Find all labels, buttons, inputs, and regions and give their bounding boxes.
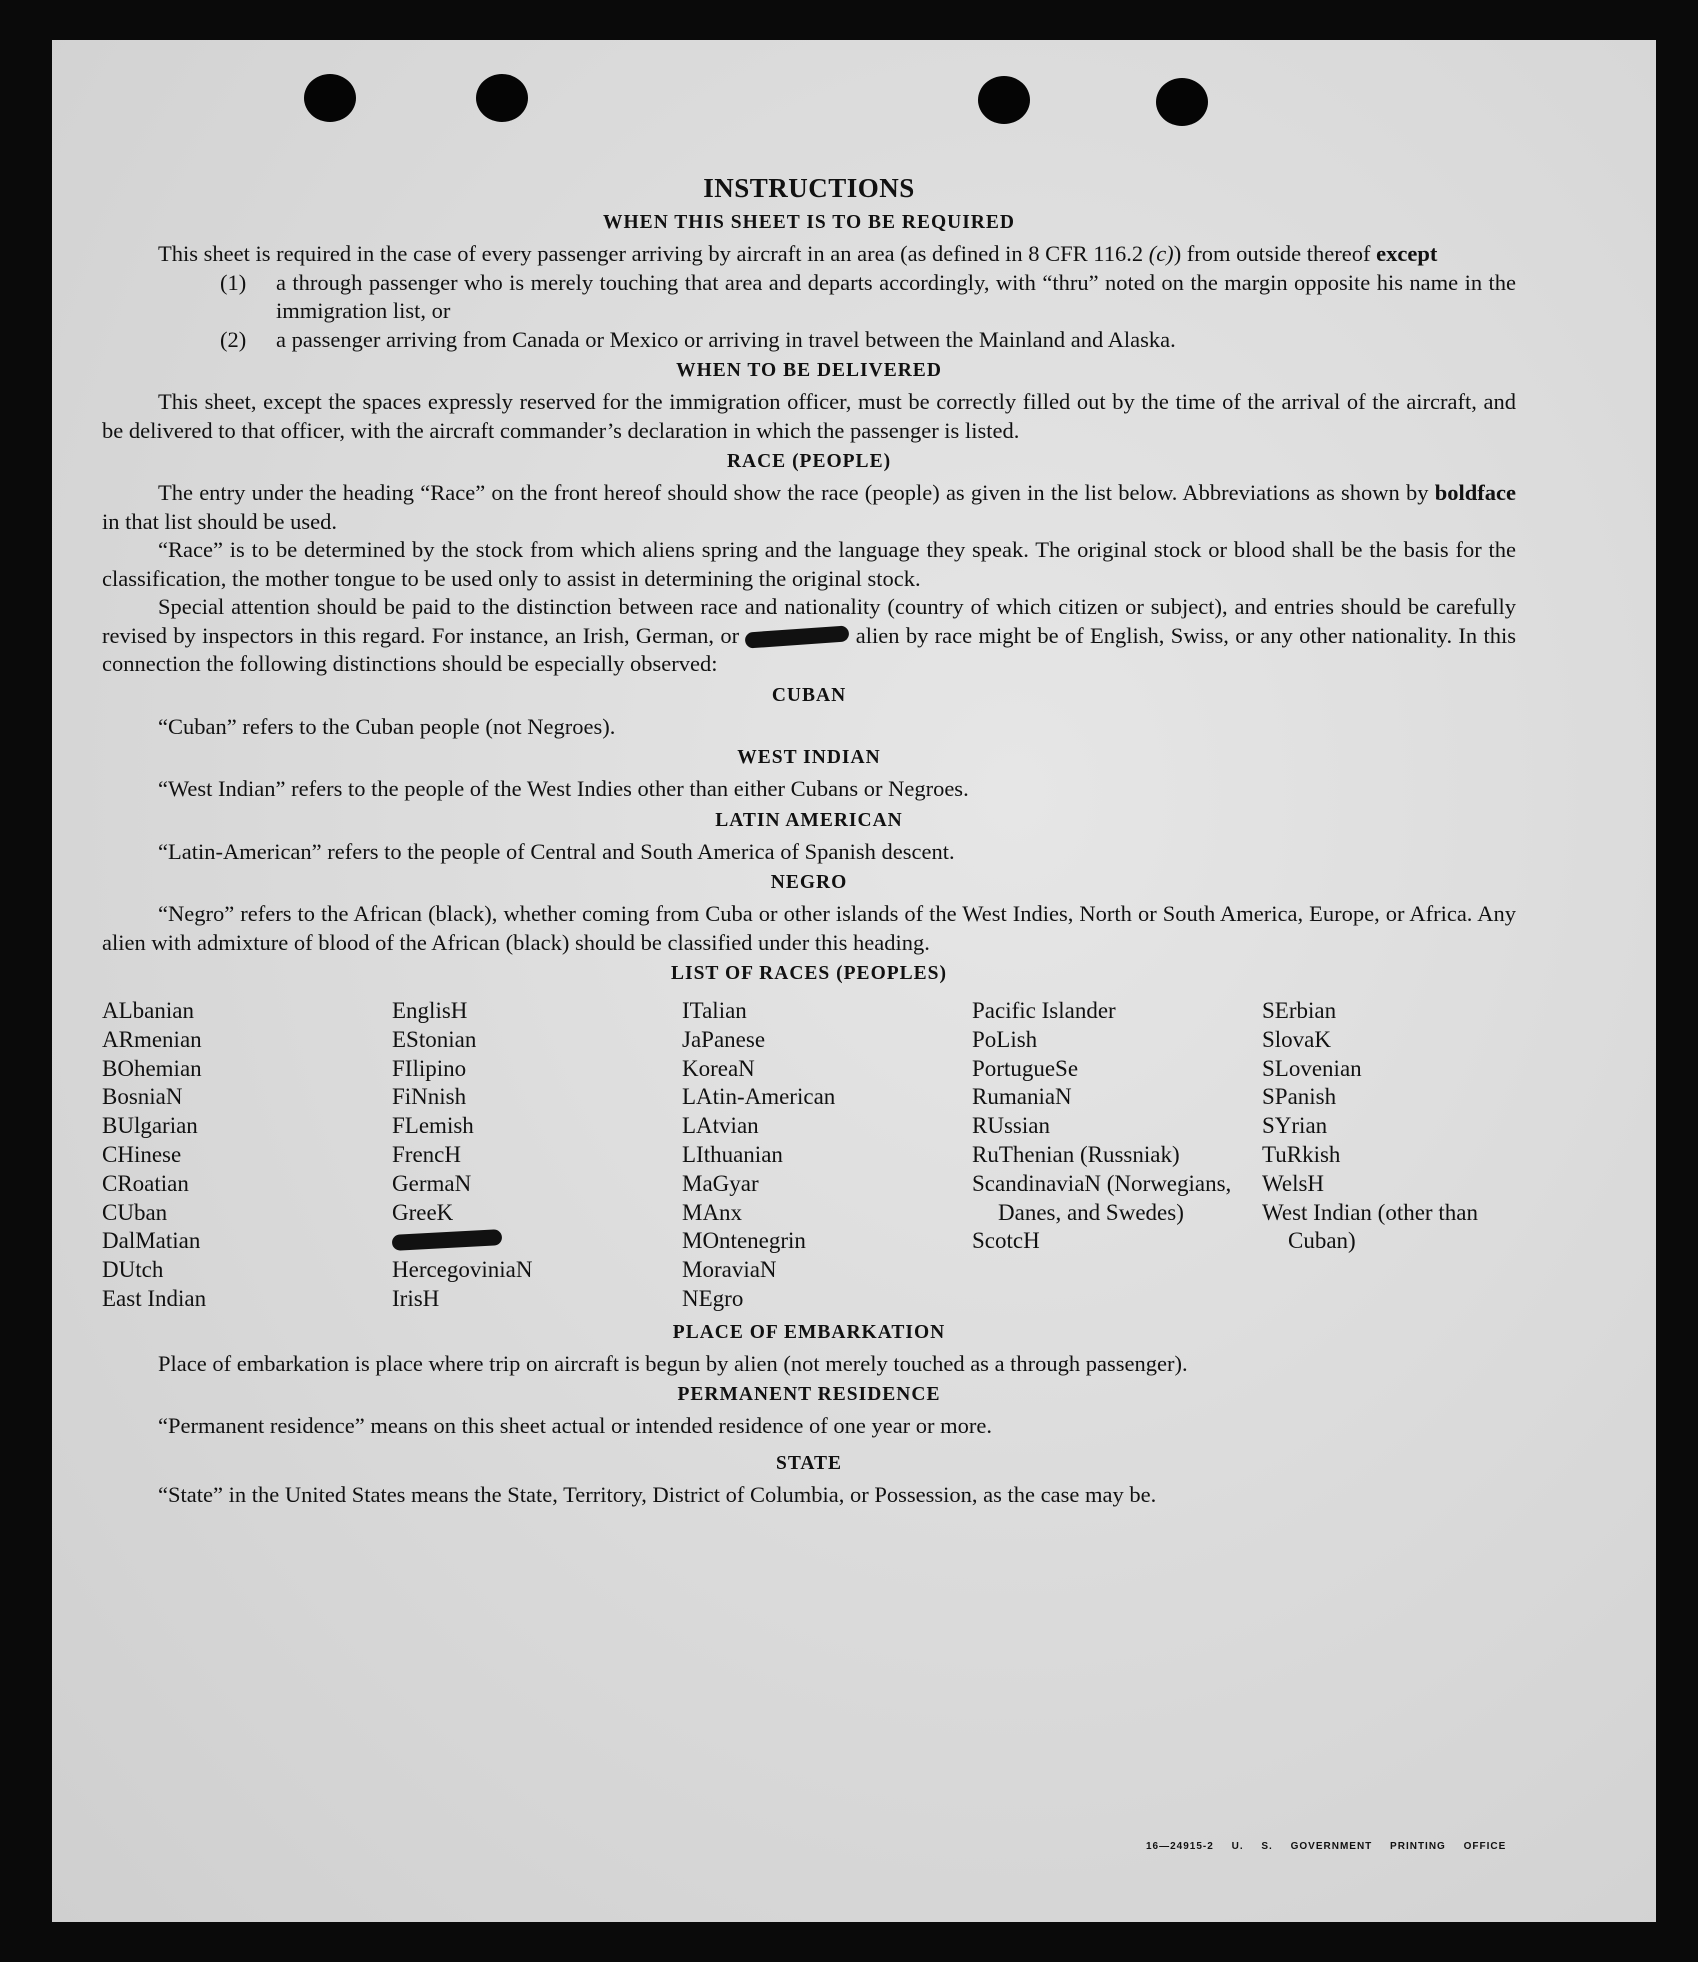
west-indian-body: “West Indian” refers to the people of the West Indies other than either Cubans or Negroes. [158, 776, 969, 801]
race-item: LAtvian [682, 1113, 759, 1139]
section-heading-residence: PERMANENT RESIDENCE [677, 1384, 941, 1406]
races-column-4 [972, 997, 1262, 1314]
race-item: RUssian [972, 1113, 1050, 1139]
race-item: West Indian (other than Cuban) [1262, 1199, 1478, 1254]
race-item: CRoatian [102, 1170, 189, 1196]
race-item: SErbian [1262, 998, 1337, 1023]
race-item: IrisH [392, 1285, 440, 1311]
section-heading-west-indian: WEST INDIAN [737, 747, 881, 768]
document-sheet [52, 40, 1656, 1922]
race-item: NEgro [682, 1285, 744, 1311]
section-heading-list-of-races: LIST OF RACES (PEOPLES) [670, 963, 947, 984]
exception-number: (1) [220, 269, 247, 295]
race-item: LAtin-American [682, 1084, 836, 1110]
latin-american-body: “Latin-American” refers to the people of Central and South America of Spanish descent. [158, 838, 955, 864]
race-item: SlovaK [1262, 1026, 1331, 1052]
race-item: SPanish [1262, 1084, 1337, 1110]
race-item: LIthuanian [682, 1141, 783, 1167]
race-item: HercegoviniaN [392, 1257, 533, 1283]
exception-item-2 [102, 326, 1516, 355]
race-item: PortugueSe [972, 1055, 1079, 1081]
races-column-5 [1262, 997, 1516, 1314]
race-item: BUlgarian [102, 1113, 198, 1139]
race-item: SLovenian [1262, 1055, 1362, 1081]
redaction-mark [392, 1230, 503, 1252]
race-paragraph-3-text: Special attention should be paid to the distinction between race and nationality (country of which citizen or subject), and entries should be carefully revised by inspectors in this regard. For instance, an Irish, German, or [102, 594, 1516, 648]
page-title: INSTRUCTIONS [703, 173, 915, 203]
race-item: Pacific Islander [972, 998, 1116, 1023]
race-paragraph-2: “Race” is to be determined by the stock from which aliens spring and the language they speak. The original stock or blood shall be the basis for the classification, the mother tongue to be used only to assist in determining the original stock. [102, 537, 1516, 591]
negro-body: “Negro” refers to the African (black), whether coming from Cuba or other islands of the West Indies, North or South America, Europe, or Africa. Any alien with admixture of blood of the African (black) should be classified under this heading. [102, 901, 1516, 955]
race-item: JaPanese [682, 1026, 766, 1052]
race-item: ARmenian [102, 1026, 202, 1052]
race-paragraph-1-text-2: in that list should be used. [102, 508, 337, 534]
punch-hole [1156, 78, 1208, 126]
state-body: “State” in the United States means the State, Territory, District of Columbia, or Possession, as the case may be. [158, 1481, 1157, 1507]
instructions-content [102, 170, 1516, 1509]
required-intro [102, 240, 1516, 269]
race-item: SYrian [1262, 1113, 1328, 1139]
punch-hole [304, 74, 356, 122]
race-item: PoLish [972, 1026, 1038, 1052]
required-intro-text: This sheet is required in the case of every passenger arriving by aircraft in an area (as defined in 8 CFR 116.2 [158, 241, 1149, 266]
required-intro-text-2: ) from outside thereof [1173, 241, 1377, 266]
races-column-1 [102, 997, 392, 1314]
exception-number: (2) [220, 326, 247, 352]
race-item: CUban [102, 1199, 168, 1225]
redaction-mark [745, 626, 850, 649]
race-item: FiNnish [392, 1084, 467, 1110]
race-item: RumaniaN [972, 1084, 1072, 1110]
race-item: FrencH [392, 1141, 461, 1167]
races-column-3 [682, 997, 972, 1314]
race-item: ITalian [682, 998, 747, 1023]
race-item: RuThenian (Russniak) [972, 1141, 1180, 1167]
section-heading-cuban: CUBAN [771, 684, 847, 706]
race-item: ALbanian [102, 998, 194, 1023]
races-list [102, 997, 1516, 1314]
races-column-2 [392, 997, 682, 1314]
race-item: CHinese [102, 1141, 182, 1167]
embarkation-body: Place of embarkation is place where trip on aircraft is begun by alien (not merely touched as a through passenger). [158, 1350, 1188, 1376]
cuban-body: “Cuban” refers to the Cuban people (not Negroes). [158, 713, 616, 739]
race-item: GermaN [392, 1170, 472, 1196]
race-item: KoreaN [682, 1055, 755, 1081]
race-paragraph-3 [102, 593, 1516, 679]
residence-body: “Permanent residence” means on this sheet actual or intended residence of one year or more. [158, 1413, 993, 1439]
race-paragraph-1-text: The entry under the heading “Race” on the front hereof should show the race (people) as given in the list below. Abbreviations as shown by [158, 480, 1435, 505]
required-intro-except: except [1376, 241, 1438, 266]
punch-hole [978, 76, 1030, 124]
punch-hole [476, 74, 528, 122]
section-heading-required: WHEN THIS SHEET IS TO BE REQUIRED [603, 212, 1015, 233]
required-intro-ref: (c) [1148, 241, 1174, 266]
section-heading-latin-american: LATIN AMERICAN [715, 809, 903, 831]
race-item: BosniaN [102, 1084, 183, 1110]
race-item: WelsH [1262, 1170, 1325, 1196]
race-paragraph-1-bold: boldface [1434, 480, 1516, 505]
race-item: EStonian [392, 1026, 477, 1052]
race-paragraph-3-text-2: alien by race might be of English, Swiss, or any other nationality. In this connection the following distinctions should be especially observed: [102, 622, 1517, 676]
race-item-redacted [392, 1227, 682, 1256]
delivered-body: This sheet, except the spaces expressly reserved for the immigration officer, must be correctly filled out by the time of the arrival of the aircraft, and be delivered to that officer, with the aircraft commander’s declaration in which the passenger is listed. [102, 389, 1516, 443]
race-item: ScandinaviaN (Norwegians, Danes, and Swedes) [972, 1170, 1232, 1225]
race-item: ScotcH [972, 1228, 1040, 1254]
race-item: EnglisH [392, 998, 468, 1023]
race-item: FIlipino [392, 1055, 467, 1081]
race-item: DUtch [102, 1257, 164, 1283]
race-item: MoraviaN [682, 1257, 777, 1283]
exception-item-1 [102, 269, 1516, 326]
section-heading-delivered: WHEN TO BE DELIVERED [676, 360, 942, 381]
race-item: MAnx [682, 1199, 743, 1225]
section-heading-race: RACE (PEOPLE) [726, 451, 892, 472]
exception-text: a passenger arriving from Canada or Mexico or arriving in travel between the Mainland and Alaska. [276, 326, 1176, 352]
race-item: FLemish [392, 1113, 474, 1139]
race-paragraph-1 [102, 479, 1516, 536]
section-heading-state: STATE [775, 1452, 843, 1474]
race-item: East Indian [102, 1285, 207, 1311]
race-item: MOntenegrin [682, 1228, 806, 1254]
race-item: MaGyar [682, 1170, 759, 1196]
race-item: GreeK [392, 1199, 454, 1225]
race-item: TuRkish [1262, 1141, 1341, 1167]
race-item: DalMatian [102, 1228, 201, 1254]
printing-office-code: 16—24915-2 U. S. GOVERNMENT PRINTING OFFICE [1146, 1841, 1507, 1852]
section-heading-embarkation: PLACE OF EMBARKATION [672, 1321, 946, 1343]
exception-text: a through passenger who is merely touching that area and departs accordingly, with “thru” noted on the margin opposite his name in the immigration list, or [276, 269, 1516, 323]
race-item: BOhemian [102, 1055, 202, 1081]
section-heading-negro: NEGRO [770, 872, 848, 893]
